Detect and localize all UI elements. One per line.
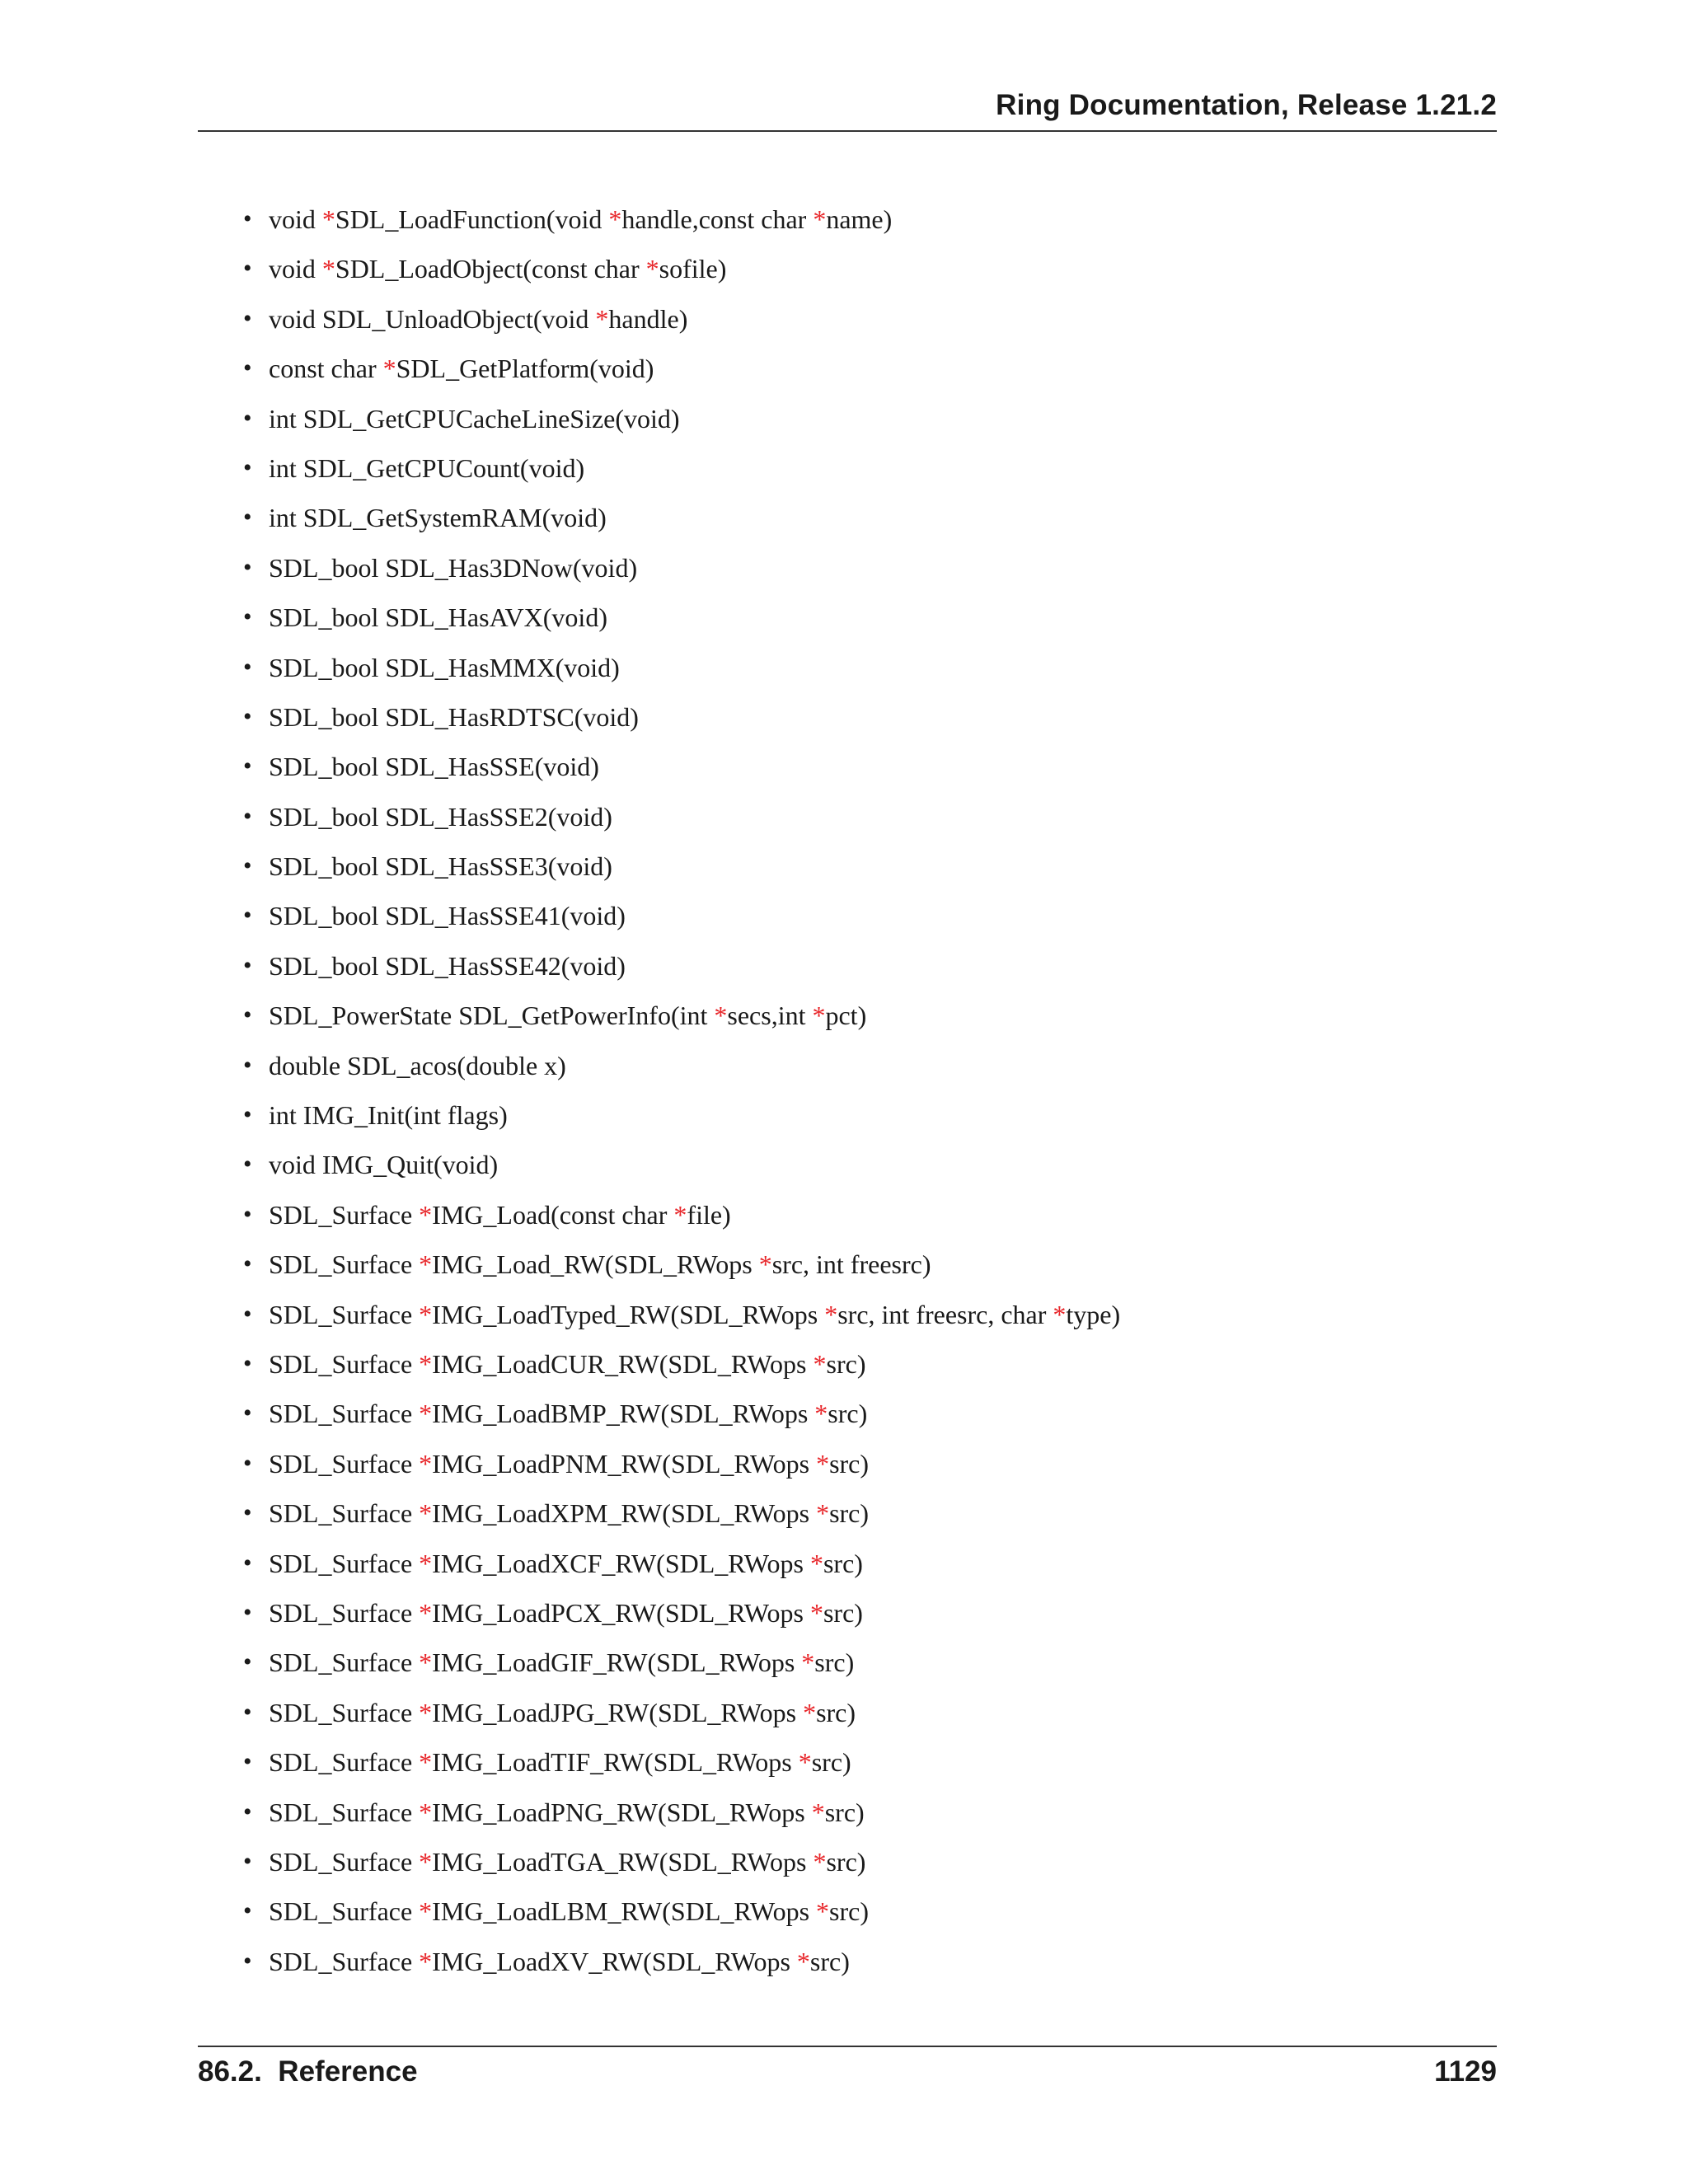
list-item: • const char *SDL_GetPlatform(void)	[243, 344, 1120, 393]
bullet-icon: •	[243, 1151, 252, 1179]
bullet-icon: •	[243, 504, 252, 532]
list-item: • SDL_Surface *IMG_LoadXV_RW(SDL_RWops *src)	[243, 1937, 1120, 1986]
bullet-icon: •	[243, 902, 252, 930]
bullet-icon: •	[243, 1797, 252, 1825]
list-item: • int SDL_GetCPUCacheLineSize(void)	[243, 394, 1120, 443]
list-item: • SDL_bool SDL_Has3DNow(void)	[243, 543, 1120, 593]
bullet-icon: •	[243, 1200, 252, 1228]
list-item: • SDL_Surface *IMG_LoadTIF_RW(SDL_RWops *src)	[243, 1737, 1120, 1787]
bullet-icon: •	[243, 205, 252, 232]
footer-section-title: 86.2. Reference	[198, 2055, 418, 2088]
list-item: • SDL_PowerState SDL_GetPowerInfo(int *secs,int *pct)	[243, 991, 1120, 1040]
bullet-icon: •	[243, 852, 252, 880]
list-item: • SDL_bool SDL_HasMMX(void)	[243, 643, 1120, 692]
list-item: • SDL_bool SDL_HasSSE3(void)	[243, 841, 1120, 891]
bullet-icon: •	[243, 802, 252, 830]
list-item: • int SDL_GetSystemRAM(void)	[243, 493, 1120, 542]
footer-rule	[198, 2046, 1497, 2047]
bullet-icon: •	[243, 1001, 252, 1029]
list-item: • double SDL_acos(double x)	[243, 1041, 1120, 1090]
list-item: • SDL_Surface *IMG_LoadXPM_RW(SDL_RWops *src)	[243, 1488, 1120, 1538]
list-item: • SDL_Surface *IMG_LoadCUR_RW(SDL_RWops *src)	[243, 1339, 1120, 1389]
list-item: • SDL_bool SDL_HasRDTSC(void)	[243, 692, 1120, 742]
bullet-icon: •	[243, 752, 252, 780]
bullet-icon: •	[243, 1449, 252, 1477]
list-item: • SDL_bool SDL_HasAVX(void)	[243, 593, 1120, 642]
bullet-icon: •	[243, 653, 252, 681]
bullet-icon: •	[243, 404, 252, 432]
list-item: • int IMG_Init(int flags)	[243, 1090, 1120, 1140]
bullet-icon: •	[243, 603, 252, 631]
list-item: • SDL_Surface *IMG_LoadPNM_RW(SDL_RWops *src)	[243, 1439, 1120, 1488]
list-item: • SDL_Surface *IMG_LoadTGA_RW(SDL_RWops *src)	[243, 1837, 1120, 1886]
bullet-icon: •	[243, 1051, 252, 1079]
header-rule	[198, 130, 1497, 132]
list-item: • int SDL_GetCPUCount(void)	[243, 443, 1120, 493]
bullet-icon: •	[243, 1101, 252, 1129]
list-item: • void *SDL_LoadFunction(void *handle,const char *name)	[243, 194, 1120, 244]
bullet-icon: •	[243, 1549, 252, 1577]
list-item: • void IMG_Quit(void)	[243, 1140, 1120, 1189]
bullet-icon: •	[243, 1499, 252, 1527]
list-item: • SDL_bool SDL_HasSSE(void)	[243, 742, 1120, 791]
bullet-icon: •	[243, 1349, 252, 1377]
bullet-icon: •	[243, 1748, 252, 1776]
bullet-icon: •	[243, 255, 252, 283]
bullet-icon: •	[243, 1399, 252, 1427]
list-item: • SDL_Surface *IMG_Load(const char *file)	[243, 1190, 1120, 1240]
bullet-icon: •	[243, 1947, 252, 1975]
list-item: • SDL_bool SDL_HasSSE42(void)	[243, 941, 1120, 991]
bullet-icon: •	[243, 553, 252, 581]
list-item: • SDL_Surface *IMG_LoadPCX_RW(SDL_RWops *src)	[243, 1588, 1120, 1638]
list-item: • SDL_Surface *IMG_LoadPNG_RW(SDL_RWops *src)	[243, 1788, 1120, 1837]
bullet-icon: •	[243, 1250, 252, 1278]
bullet-icon: •	[243, 1897, 252, 1925]
list-item: • SDL_Surface *IMG_LoadLBM_RW(SDL_RWops *src)	[243, 1886, 1120, 1936]
list-item: • void SDL_UnloadObject(void *handle)	[243, 294, 1120, 344]
list-item: • SDL_Surface *IMG_LoadGIF_RW(SDL_RWops *src)	[243, 1638, 1120, 1687]
bullet-icon: •	[243, 1847, 252, 1875]
list-item: • SDL_Surface *IMG_LoadJPG_RW(SDL_RWops *src)	[243, 1688, 1120, 1737]
page-number: 1129	[1434, 2055, 1497, 2088]
function-signature-list	[243, 194, 1120, 1986]
list-item: • SDL_Surface *IMG_LoadXCF_RW(SDL_RWops *src)	[243, 1539, 1120, 1588]
list-item: • SDL_Surface *IMG_LoadTyped_RW(SDL_RWops *src, int freesrc, char *type)	[243, 1290, 1120, 1339]
bullet-icon: •	[243, 304, 252, 332]
bullet-icon: •	[243, 1300, 252, 1328]
list-item: • SDL_Surface *IMG_Load_RW(SDL_RWops *src, int freesrc)	[243, 1240, 1120, 1289]
list-item: • void *SDL_LoadObject(const char *sofile)	[243, 244, 1120, 293]
bullet-icon: •	[243, 1648, 252, 1676]
bullet-icon: •	[243, 702, 252, 730]
list-item: • SDL_Surface *IMG_LoadBMP_RW(SDL_RWops *src)	[243, 1389, 1120, 1438]
bullet-icon: •	[243, 354, 252, 382]
list-item: • SDL_bool SDL_HasSSE2(void)	[243, 792, 1120, 841]
bullet-icon: •	[243, 951, 252, 979]
bullet-icon: •	[243, 1598, 252, 1626]
list-item: • SDL_bool SDL_HasSSE41(void)	[243, 891, 1120, 940]
running-header-title: Ring Documentation, Release 1.21.2	[996, 89, 1497, 121]
bullet-icon: •	[243, 453, 252, 481]
bullet-icon: •	[243, 1698, 252, 1726]
